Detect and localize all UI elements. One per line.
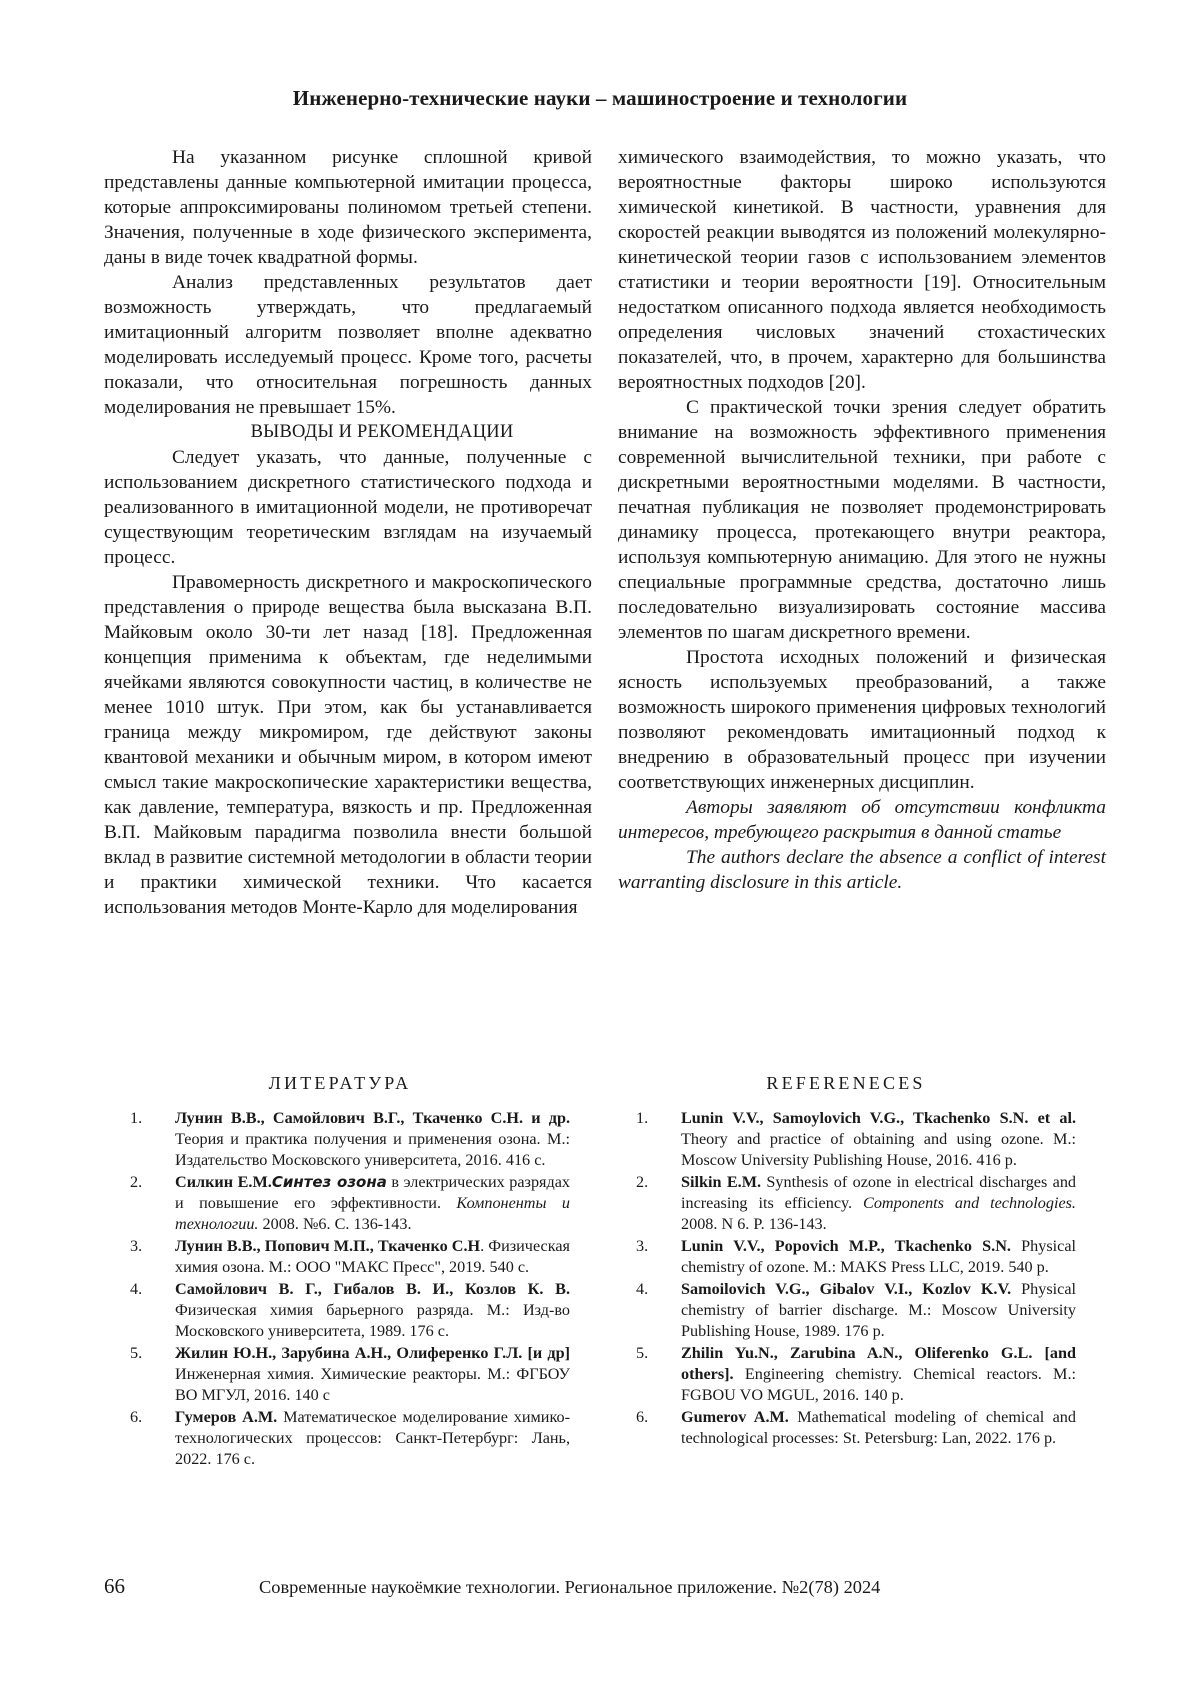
page-number: 66 bbox=[104, 1574, 125, 1598]
paragraph: Простота исходных положений и физическая ясность используемых преобразований, а также возможность широкого применения цифровых технологий позволяют рекомендовать имитационный подход к внедрению в образовательный процесс при изучении соответствующих инженерных дисциплин. bbox=[618, 647, 1106, 793]
paragraph: Анализ представленных результатов дает возможность утверждать, что предлагаемый имитационный алгоритм позволяет вполне адекватно моделировать исследуемый процесс. Кроме того, расчеты показали, что относительная погрешность данных моделирования не превышает 15%. bbox=[104, 272, 592, 418]
reference-item: 2. Силкин Е.М.Синтез озона в электрических разрядах и повышение его эффективности. Компоненты и технологии. 2008. №6. С. 136-143. bbox=[130, 1173, 570, 1233]
reference-item: 4. Самойлович В. Г., Гибалов В. И., Козлов К. В. Физическая химия барьерного разряда. М.: Изд-во Московского университета, 1989. 176 с. bbox=[130, 1280, 570, 1340]
paragraph: Правомерность дискретного и макроскопического представления о природе вещества была высказана В.П. Майковым около 30-ти лет назад [18]. Предложенная концепция применима к объектам, где неделимыми ячейками являются совокупности частиц, в количестве не менее 1010 штук. При этом, как бы устанавливается граница между микромиром, где действуют законы квантовой механики и обычным миром, в котором имеют смысл такие макроскопические характеристики вещества, как давление, температура, вязкость и пр. Предложенная В.П. Майковым парадигма позволила внести большой вклад в развитие системной методологии в области теории и практики химической техники. Что касается использования методов Монте-Карло для моделирования bbox=[104, 572, 592, 918]
paragraph: На указанном рисунке сплошной кривой представлены данные компьютерной имитации процесса, которые аппроксимированы полиномом третьей степени. Значения, полученные в ходе физического эксперимента, даны в виде точек квадратной формы. bbox=[104, 147, 592, 268]
reference-item: 5. Жилин Ю.Н., Зарубина А.Н., Олифеpенко Г.Л. [и др] Инженерная химия. Химические реакторы. М.: ФГБОУ ВО МГУЛ, 2016. 140 с bbox=[130, 1344, 570, 1404]
conflict-statement-en: The authors declare the absence a conflict of interest warranting disclosure in this article. bbox=[618, 847, 1106, 893]
references-en bbox=[636, 1073, 1076, 1450]
reference-item: 1. Lunin V.V., Samoylovich V.G., Tkachenko S.N. et al. Theory and practice of obtaining and using ozone. M.: Moscow University Publishing House, 2016. 416 p. bbox=[636, 1109, 1076, 1169]
reference-item: 6. Gumerov A.M. Mathematical modeling of chemical and technological processes: St. Petersburg: Lan, 2022. 176 p. bbox=[636, 1408, 1076, 1447]
reference-item: 1. Лунин В.В., Самойлович В.Г., Ткаченко С.Н. и др. Теория и практика получения и применения озона. М.: Издательство Московского университета, 2016. 416 с. bbox=[130, 1109, 570, 1169]
reference-item: 4. Samoilovich V.G., Gibalov V.I., Kozlov K.V. Physical chemistry of barrier discharge. M.: Moscow University Publishing House, 1989. 176 p. bbox=[636, 1280, 1076, 1340]
page-header-title: Инженерно-технические науки – машиностроение и технологии bbox=[292, 86, 908, 110]
section-heading-conclusions: ВЫВОДЫ И РЕКОМЕНДАЦИИ bbox=[250, 422, 514, 442]
journal-footer: Современные наукоёмкие технологии. Региональное приложение. №2(78) 2024 bbox=[259, 1577, 881, 1597]
reference-item: 3. Lunin V.V., Popovich M.P., Tkachenko S.N. Physical chemistry of ozone. M.: MAKS Press LLC, 2019. 540 p. bbox=[636, 1237, 1076, 1276]
references-en-heading: REFERENECES bbox=[766, 1073, 926, 1093]
reference-item: 6. Гумеров А.М. Математическое моделирование химико-технологических процессов: Санкт-Петербург: Лань, 2022. 176 с. bbox=[130, 1408, 570, 1468]
paragraph: Следует указать, что данные, полученные с использованием дискретного статистического подхода и реализованного в имитационной модели, не противоречат существующим теоретическим взглядам на изучаемый процесс. bbox=[104, 447, 592, 568]
reference-item: 3. Лунин В.В., Попович М.П., Ткаченко С.Н. Физическая химия озона. М.: ООО "МАКС Пресс", 2019. 540 с. bbox=[130, 1237, 570, 1276]
paragraph: С практической точки зрения следует обратить внимание на возможность эффективного применения современной вычислительной техники, при работе с дискретными вероятностными моделями. В частности, печатная публикация не позволяет продемонстрировать динамику процесса, протекающего внутри реактора, используя компьютерную анимацию. Для этого не нужны специальные программные средства, достаточно лишь последовательно визуализировать состояние массива элементов по шагам дискретного времени. bbox=[618, 397, 1106, 643]
references-ru bbox=[130, 1073, 570, 1471]
conflict-statement-ru: Авторы заявляют об отсутствии конфликта интересов, требующего раскрытия в данной статье bbox=[618, 797, 1106, 843]
reference-item: 2. Silkin E.M. Synthesis of ozone in electrical discharges and increasing its efficiency. Components and technologies. 2008. N 6. P. 136-143. bbox=[636, 1173, 1077, 1233]
paragraph-continued: химического взаимодействия, то можно указать, что вероятностные факторы широко используются химической кинетикой. В частности, уравнения для скоростей реакции выводятся из положений молекулярно-кинетической теории газов с использованием элементов статистики и теории вероятности [19]. Относительным недостатком описанного подхода является необходимость определения числовых значений стохастических показателей, что, в прочем, характерно для большинства вероятностных подходов [20]. bbox=[618, 147, 1106, 393]
references-ru-heading: ЛИТЕРАТУРА bbox=[268, 1073, 412, 1093]
left-column bbox=[104, 145, 592, 920]
reference-item: 5. Zhilin Yu.N., Zarubina A.N., Oliferenko G.L. [and others]. Engineering chemistry. Chemical reactors. M.: FGBOU VO MGUL, 2016. 140 p. bbox=[636, 1344, 1076, 1404]
right-column bbox=[618, 145, 1106, 895]
